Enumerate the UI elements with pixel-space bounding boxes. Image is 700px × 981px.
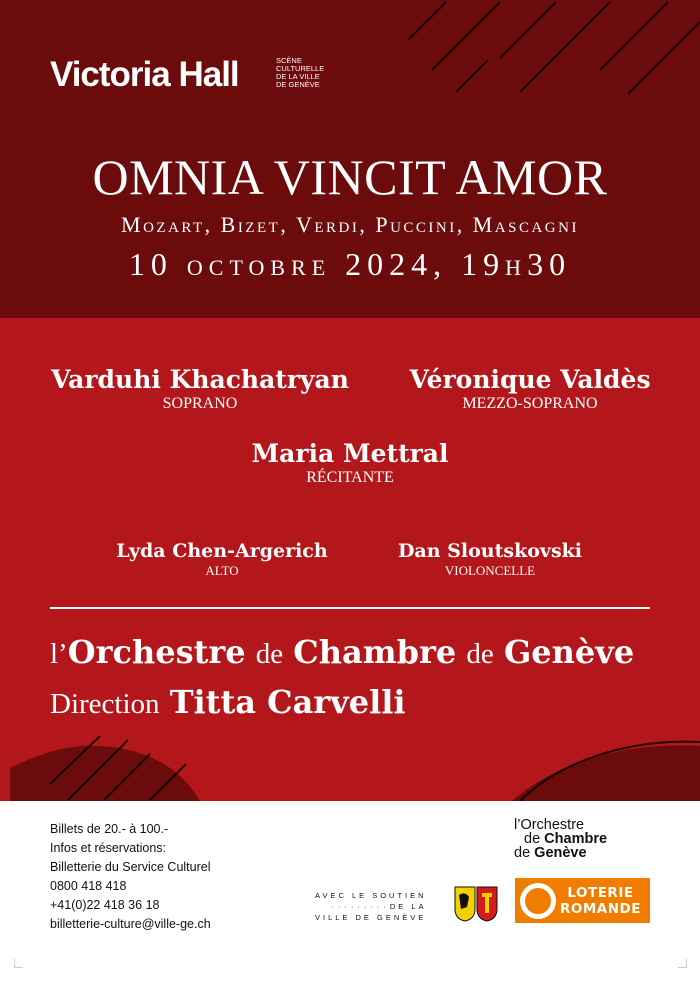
ticket-prices: Billets de 20.- à 100.- <box>50 822 169 836</box>
box-office: Billetterie du Service Culturel <box>50 860 211 874</box>
orchestra-line: l’Orchestre de Chambre de Genève <box>50 633 635 671</box>
info-label: Infos et réservations: <box>50 841 167 855</box>
sponsor-loterie-romande-logo: LOTERIE ROMANDE <box>515 878 650 923</box>
artist-mezzo-soprano <box>380 365 680 413</box>
artist-name: Lyda Chen-Argerich <box>116 540 328 562</box>
concert-title: OMNIA VINCIT AMOR <box>92 149 608 205</box>
artist-name: Dan Sloutskovski <box>397 540 583 562</box>
composers-line: Mozart, Bizet, Verdi, Puccini, Mascagni <box>121 212 579 237</box>
venue-tagline: SCÈNE CULTURELLE DE LA VILLE DE GENÈVE <box>276 56 325 89</box>
venue-logo: Victoria Hall <box>50 55 239 94</box>
artist-role: SOPRANO <box>162 395 238 412</box>
email-address: billetterie-culture@ville-ge.ch <box>50 917 211 931</box>
artist-role: RÉCITANTE <box>306 469 394 486</box>
phone-number: 0800 418 418 <box>50 879 127 893</box>
artist-name: Maria Mettral <box>251 439 449 468</box>
ticket-info <box>50 820 211 934</box>
divider <box>50 607 650 609</box>
artist-alto <box>92 540 352 579</box>
artist-name: Varduhi Khachatryan <box>51 365 349 394</box>
artist-role: MEZZO-SOPRANO <box>462 395 598 412</box>
crop-mark <box>678 959 687 968</box>
crop-mark <box>14 959 23 968</box>
artist-role: VIOLONCELLE <box>444 563 536 578</box>
concert-date: 10 octobre 2024, 19h30 <box>128 246 572 282</box>
support-credit: AVEC LE SOUTIEN ·········DE LA VILLE DE GENÈVE <box>315 891 427 922</box>
phone-number: +41(0)22 418 36 18 <box>50 898 160 912</box>
sponsor-orchestre-logo: l’Orchestre de Chambre de Genève <box>514 817 608 861</box>
geneva-crest-icon <box>453 885 499 923</box>
artist-violoncelle <box>370 540 610 579</box>
ring-icon <box>520 883 556 919</box>
header-band <box>0 0 700 318</box>
artist-role: ALTO <box>205 563 239 578</box>
artist-recitante <box>200 439 500 487</box>
artist-name: Véronique Valdès <box>409 365 651 394</box>
artist-soprano <box>40 365 360 413</box>
direction-line: Direction Titta Carvelli <box>50 683 406 721</box>
